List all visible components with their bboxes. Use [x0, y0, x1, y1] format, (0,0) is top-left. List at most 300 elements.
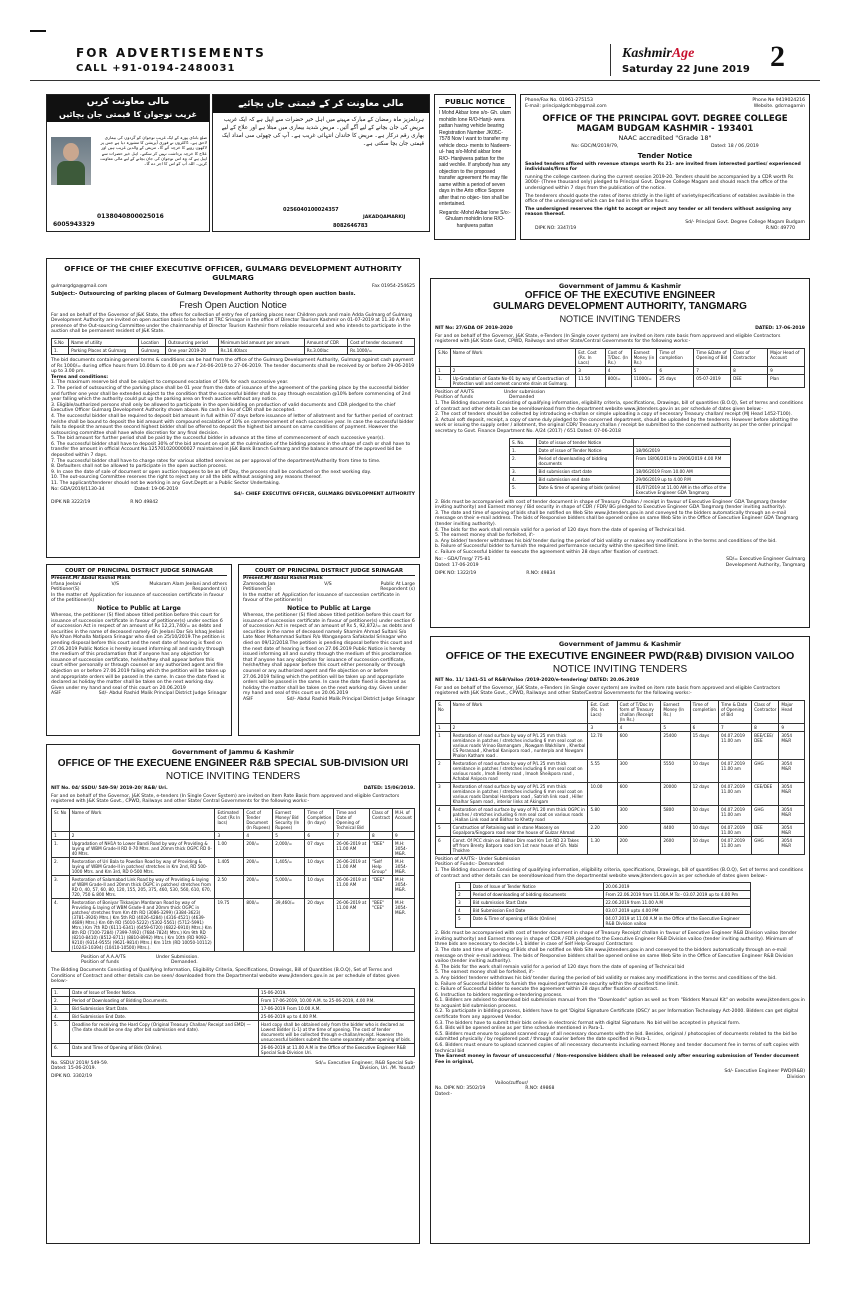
tangmarg-sched-td: [633, 438, 730, 446]
uri-td: 3.: [52, 875, 70, 898]
college-naac: NAAC accredited "Grade 18": [618, 134, 712, 142]
tangmarg-p8: a. Any bidder/ tenderer withdraws his bid/ tender during the period of bid validity or makes any modifications in the terms and conditions of the bid.: [435, 538, 777, 544]
vailoo-td: CEE/DEE: [752, 782, 779, 805]
vailoo-intro: For and on behalf of the Governor, J&K State, e-Tenders (in Single cover system) are invited on item rate basis from approved and eligible Contractors registered with J&K State Govt., CPWD, Railways and other State/Central Governments for the following works:-: [435, 685, 781, 697]
tangmarg-th: Class of Contractor: [731, 348, 768, 366]
uri-td: 2,000/=: [273, 839, 305, 857]
tangmarg-sched-td: Period of downloading of bidding documents: [536, 454, 633, 467]
tangmarg-title-1: OFFICE OF THE EXECUTIVE ENGINEER: [524, 290, 716, 301]
vailoo-td: Const. Of PCC drain on Bidhar Dim road Km 1st RD 23 Takes off from Brenty Batpora road km 1st near house of Gh. Nabi Thokhre: [450, 836, 588, 854]
vailoo-td: 3054 M&R: [779, 823, 805, 836]
court-notice-1: [46, 564, 232, 736]
vailoo-p15: 6.6. Bidders must ensure to upload scanned copies of all necessary documents including earnest Money and tender document fee in terms of soft copies with technical bid: [435, 1043, 800, 1054]
table-row: [52, 346, 415, 354]
vailoo-num: 5: [661, 723, 690, 731]
tangmarg-sched-td: 5.: [510, 483, 537, 496]
tangmarg-p2: 2. The cost of tenders should be collected by introducing e-challan or simple uploading a copy of necessary Treasury challan/ receipt (MJ Head 1452-T100).: [435, 412, 792, 418]
court1-party2: Mukaram Alam Jeelani and others: [149, 581, 227, 587]
court1-vs: V/S: [111, 581, 120, 587]
tangmarg-dated2: Dated: 17-06-2019: [435, 563, 479, 569]
vailoo-td: 3054 M&R: [779, 836, 805, 854]
college-ro: R.NO: 49770: [765, 225, 795, 231]
table-row: [510, 446, 731, 454]
gda-term: 1. The maximum reserve bid shall be subject to compound escalation of 10% for each successive year.: [51, 380, 289, 386]
vailoo-td: 4400: [661, 823, 690, 836]
vailoo-td: Restoration of road surface by way of P/L 25 mm thick semidance in patches / stretches including 6 mm seal coat on various roads , Imoh Brenty road , Imooh Sheikpora road , Achabal Anipora road: [450, 759, 588, 782]
vailoo-td: Restoration of road surface by way of P/L 25 mm thick semidance in patches / stretches including 6 mm seal coat on various roads Dambal Hardpora road , Satrish link road , Hiller Khalhar Spam road , interior links at Akingam: [450, 782, 588, 805]
court2-pet: Petitioner(S): [243, 587, 272, 593]
vailoo-num: 9: [779, 723, 805, 731]
public-notice-body: I Mohd Akbar lone s/o- Gh. ulam mohidin lone R/O-Hanji- wera pattan having vehicle bearing Registration Number JK05C- 7578 Now I want to transfer my vehicle docu- ments to Nadeem-ul- haq s/o-Mohd akbar lone R/O- Hanjiwera pattan for the said vechile. If anybody has any objection to the proposed transfer agreement He may file same within a period of seven days in the Arto office Sopore after that no objec- tion shall be entertained.: [439, 110, 511, 207]
vailoo-p11: 6.2. To participate in bidding process, bidders have to get 'Digital Signature Certificate (DSC)' as per Information Technology Act-2000. Bidders can get digital certificate from any approved Vendor.: [435, 1009, 799, 1021]
urdu-ad-1-phone: 6005943329: [53, 221, 95, 228]
vailoo-p5: 5. The earnest money shall be forfeited, if:-: [435, 970, 535, 976]
vailoo-td: 5: [436, 823, 451, 836]
uri-td: 26-06-2019 at 11.00 AM: [334, 875, 370, 898]
uri-funds: Position of funds: [81, 960, 119, 966]
vailoo-num: 1: [436, 723, 451, 731]
uri-heading: NOTICE INVITING TENDERS: [165, 771, 301, 782]
gda-term: 4. The successful bidder shall be required to deposit bid amount in full within 07 days before issuance of letter of allotment and for further period of contract he/she shall be bound to deposit the bid amount with compound escalation of 10% on commencement of each successive year. In case the successful bidder fails to deposit the amount the second highest bidder shall be offered to deposit the highest bid amount on same conditions of payment. However the outsourcing committee shall have whole discretion for any final decision.: [51, 413, 414, 436]
uri-th: Estimated Cost (Rs In lacs): [215, 808, 244, 831]
vailoo-td: 10 days: [690, 836, 718, 854]
vailoo-schedule: [455, 882, 751, 928]
gda-terms-title: Terms and conditions:: [51, 374, 109, 380]
gda-td: Rs.3.00lac: [304, 346, 347, 354]
tangmarg-th: Major Head of Account: [768, 348, 805, 366]
tangmarg-p4: 2. Bids must be accompanied with cost of tender document in shape of Treasury Challan / receipt in favour of Executive Engineer GDA Tangmarg (tender inviting authority) and Earnest money / Bid security in shape of CDR / FDR/ BG pledged to Executive Engineer GDA Tangmarg (tender inviting authority).: [435, 499, 788, 511]
gda-term: 6. The successful bidder shall have to deposit 30% of the bid amount on spot at the culmination of the bidding process in the shape of cash or shall have to transfer the amount in official Account No.1257010200000027 maintained in J&K Bank Branch Gulmarg and the balance amount of the approved bid be deposited within 7 days.: [51, 441, 411, 459]
gda-th: Amount of CDR: [304, 338, 347, 346]
brand-logo: [622, 46, 694, 62]
tangmarg-th: Earnest Money (in Rs.): [631, 348, 657, 366]
vailoo-p16: The Earnest money in favour of unsuccessful / Non-responsive bidders shall be released only after ensuring submission of Tender document Fee in original,: [435, 1054, 800, 1065]
uri-td: 07 days: [305, 839, 334, 857]
gda-ro: R NO 49842: [130, 499, 159, 505]
tangmarg-num: 6: [657, 366, 694, 374]
uri-sched-td: Bid Submission End Date.: [70, 1012, 259, 1020]
uri-td: 2.: [52, 857, 70, 875]
tangmarg-table: [435, 348, 805, 388]
uri-sched-td: Date of Issue of Tender Notice.: [70, 988, 259, 996]
gda-footer: [51, 500, 415, 506]
gda-no: No: GDA/2019/1130-34: [51, 486, 105, 492]
uri-td: Restoration of Boniyar Tikkanjan Mardanan Road by way of Providing & laying of WBM Grade-II and 20mm thick OGPC in patches/ stretches from Km 4th RD (3086-3299) (3384-3623) (3781-3926) Mtrs.) Km 5th RD (4026-4284) (4316-4521) (4639-4689) Mtrs.) Km 6th RD (5010-5222) (5302-5561) (5712-5991) Mtrs.) Km 7th RD (6111-6341) (6459-6720) (6822-6910) Mtrs.) Km 8th RD (7100-7284) (7399-7492) (7684-7824) Mtrs.) Km 9th RD (8210-8410) (8512-8711) (8810-8992) Mtrs.) Km 10th (RD 9092-9210) (9314-9555) (9621-9814) Mtrs.) Km 11th (RD 10050-10112) (10243-10394) (10410-10500) Mtrs.).: [69, 898, 215, 951]
vailoo-sched-td: 5: [456, 915, 471, 928]
vailoo-sched-td: From 22.06.2019 from 11.00A.M To:- 03.07.2019 up to 4.00 Pm: [603, 891, 751, 899]
uri-sched-td: 6.: [52, 1043, 70, 1056]
gda-term: 10. The out-sourcing Committee reserves the right to reject any or all the bids without assigning any reasons thereof.: [51, 475, 322, 481]
vailoo-td: 12.70: [588, 731, 617, 759]
table-row: [436, 731, 805, 759]
tangmarg-num: 1: [436, 366, 451, 374]
uri-sched-td: Period of Downloading of Bidding Documents.: [70, 996, 259, 1004]
college-p3: The tenderers should quote the rates of items strictly in the light of variety/specifications of eatables available in the office of the undersigned which can be had in the office hours.: [525, 193, 795, 205]
uri-th: M.H. of Account: [393, 808, 415, 831]
uri-th: Time of Completion (In days): [305, 808, 334, 831]
uri-intro: For and on behalf of the Governor, J&K State, e-tenders (In Single Cover System) are invited on Item Rate Basis from approved and eligible Contractors registered with J&K State Govt., CPWD, Railways and other State/ Central Governments for the following works:-: [51, 793, 400, 805]
vailoo-sched-td: 4: [456, 907, 471, 915]
college-no: No: GDC/M/2019/79,: [571, 144, 619, 149]
uri-td: 1.00: [215, 839, 244, 857]
gda-th: Minimum bid amount per annum: [218, 338, 304, 346]
college-p4: The undersigned reserves the right to accept or reject any tender or all tenders without assigning any reason thereof.: [525, 206, 792, 218]
tangmarg-intro: For and on behalf of the Governor, J&K State, e-Tenders (In Single cover system) are invited on item rate basis from approved and eligible Contractors registered with J&K State Govt, CPWD, Railways and other State/Central Governments for the following works:-: [435, 333, 781, 345]
uri-gov: Government of Jammu & Kashmir: [171, 748, 295, 756]
table-row: [436, 759, 805, 782]
college-p1: Sealed tenders affixed with revenue stamps worth Rs 21- are invited from interested parties/ experienced individuals/firms for: [525, 161, 801, 173]
tangmarg-num: 9: [768, 366, 805, 374]
vailoo-th: Major Head: [779, 700, 805, 723]
college-phone: Phone/Fax No. 01961-275153: [525, 98, 593, 103]
uri-td: 26-06-2019 at 11.00 AM: [334, 839, 370, 857]
tangmarg-sched-td: 2.: [510, 454, 537, 467]
tangmarg-p5: 3. The date and time of opening of bids shall be notified on Web Site www.jktenders.gov.in and conveyed to the bidders automatically through an e-mail message on their e-mail address. The bids of Responsive bidders shall be opened online on same Web Site in the Office of Executive Engineer GDA Tangmarg (tender inviting authority).: [435, 510, 799, 527]
vailoo-td: Restoration of road surface by way of P/L 20 mm thick OGPC in patches / stretches including 6 mm seal coat on various roads , Hallan Link road and Bidhar to Khetty road: [450, 805, 588, 823]
vailoo-td: 3054 M&R: [779, 759, 805, 782]
vailoo-td: 3054 M&R: [779, 805, 805, 823]
uri-sched-td: 26-06-2019 at 11.00 A.M in the Office of the Executive Engineer R&B Special Sub-Division Uri.: [258, 1043, 414, 1056]
vailoo-th: Earnest Money (In Rs.): [661, 700, 690, 723]
vailoo-td: 300: [617, 759, 661, 782]
gda-email: gulmargdga@gmail.com: [51, 284, 108, 289]
uri-num: 6: [305, 831, 334, 839]
uri-td: "DEE": [370, 875, 393, 898]
vailoo-td: 15 days: [690, 731, 718, 759]
uri-th: Class of Contract: [370, 808, 393, 831]
gda-table: [51, 338, 415, 355]
uri-footer: [51, 1061, 415, 1080]
vailoo-td: 10 days: [690, 823, 718, 836]
uri-num: 2: [69, 831, 215, 839]
tangmarg-dated: DATED: 17-06-2019: [755, 326, 805, 331]
phone-label: CALL +91-0194-2480031: [76, 63, 236, 74]
tangmarg-aa-value: Under submission: [503, 389, 546, 395]
urdu-ad-2-bank: JAKADQAMARKIJ: [363, 215, 406, 220]
vailoo-aa: Position of AA/TS:- Under Submission: [435, 856, 521, 862]
vailoo-signature: Sd/- Executive Engineer PWD(R&B) Division: [724, 1069, 805, 1080]
college-ref-row: [525, 144, 805, 150]
urdu-appeal-ad-2: [212, 94, 430, 232]
court1-sig: Sd/- Abdul Rashid Malik Principal District Judge Srinagar: [98, 691, 227, 697]
uri-num: 1: [52, 831, 70, 839]
vailoo-th: Time & Date of Opening of Bid: [718, 700, 751, 723]
vailoo-table-header: [436, 700, 805, 723]
vailoo-td: 4: [436, 805, 451, 823]
uri-td: 1.: [52, 839, 70, 857]
gda-th: Cost of tender document: [348, 338, 415, 346]
vailoo-td: 5.80: [588, 805, 617, 823]
gda-table-header: [52, 338, 415, 346]
gda-th: Name of utility: [69, 338, 139, 346]
court1-matter: In the matter of: Application for issuance of succession certificate in favour of the petitioner(s): [51, 592, 224, 604]
uri-sched-td: 5.: [52, 1020, 70, 1043]
tangmarg-th: Time &Date of Opening of Bid: [694, 348, 731, 366]
uri-td: 20 days: [305, 898, 334, 951]
masthead-divider: [610, 44, 611, 76]
vailoo-sched-td: 04.07.2019 at 11.00 A.M in the Office of the Executive Engineer R&B Division vailoo: [603, 915, 751, 928]
tangmarg-funds-value: Demanded: [508, 395, 535, 401]
gda-subject: Subject:- Outsourcing of parking places of Gulmarg Development Authority through open auction basis.: [51, 290, 356, 297]
uri-sched-td: 15-06-2019.: [258, 988, 414, 996]
uri-th: Sr. No: [52, 808, 70, 831]
vailoo-td: GHG: [752, 805, 779, 823]
tangmarg-p3: 3. Actual soft deposit, receipt, a copy of same duly pledged to the concerned department, should be uploaded by the tenderers. However before allotting the work or issuing the supply order / allotment, the original CDR/ Treasury challan / receipt be submitted to the concerned authority as per the order principal secretary to Govt. Finance Department No. A/24 (2017) / 651 Dated: 07-06-2018: [435, 417, 798, 434]
court2-matter: In the matter of: Application for issuance of succession certificate in favour of the petitioner(s): [243, 592, 400, 604]
uri-sched-td: Deadline for receiving the Hard Copy (Original Treasury Challan/ Receipt and EMD) — (The date should be one day after bid submission end date).: [70, 1020, 259, 1043]
urdu-ad-2-phone: 8082646783: [333, 223, 368, 229]
tangmarg-ref-footer: [435, 571, 805, 577]
gda-th: S.No: [52, 338, 69, 346]
uri-sched-td: 17-06-2019 From 10.00 A.M.: [258, 1004, 414, 1012]
uri-col-numbers: [52, 831, 415, 839]
uri-dated: DATED: 15/06/2019.: [363, 786, 415, 791]
brand-kashmir: Kashmir: [622, 46, 672, 61]
uri-td: 800/=: [244, 898, 273, 951]
table-row: [52, 1020, 415, 1043]
uri-num: 9: [393, 831, 415, 839]
gda-term: 5. The bid amount for further period shall be paid by the successful bidder in advance at the time of commencement of each successive year(s).: [51, 436, 385, 442]
vailoo-p2: 2. Bids must be accompanied with cost of tender document in shape of Treasury Receipt/ challan in favour of Executive Engineer R&B Division vailoo (tender inviting authority) and Earnest money in shape of CDR / FDR pledged to the Executive Engineer R&B Division vailoo (tender inviting authority). Minimum of three bids are necessary to decide L-1 bidder in case of Self Help Groups/ Contractors: [435, 931, 797, 948]
vailoo-td: 5550: [661, 759, 690, 782]
tangmarg-funds: Position of funds: [435, 395, 473, 401]
brand-age: Age: [671, 46, 695, 61]
tangmarg-th: Cost of T/Doc. (In Rs.): [605, 348, 631, 366]
tangmarg-p10: c. Failure of Successful bidder to execute the agreement within 28 days after fixation of contract.: [435, 549, 659, 555]
vailoo-td: 3: [436, 782, 451, 805]
gda-heading: Fresh Open Auction Notice: [179, 299, 287, 310]
gda-term: 3. Eligible/authorized persons shall only be allowed to participate in the open bidding on production of valid documents and CDR pledged to the chief Executive Officer Gulmarg Development Authority shown above. No cash in lieu of CDR shall be accepted.: [51, 402, 396, 414]
table-row: [456, 891, 751, 899]
gda-term: 9. In case the date of sale of document or open auction happens to be an off Day, the process shall be conducted on the next working day.: [51, 469, 372, 475]
vailoo-td: 12 days: [690, 782, 718, 805]
court2-title: COURT OF PRINCIPAL DISTRICT JUDGE SRINAGAR: [243, 568, 415, 576]
vailoo-td: GHG: [752, 759, 779, 782]
gda-term: 8. Defaulters shall not be allowed to participate in the open auction process.: [51, 464, 228, 470]
vailoo-td: 2600: [661, 836, 690, 854]
uri-td: 200/=: [244, 839, 273, 857]
gda-td: 1.: [52, 346, 69, 354]
vailoo-nit: NIT No. 11/ 1341-51 of R&B/Vailoo /2019-2020/e-tendering/ DATED: 20.06.2019: [435, 678, 640, 683]
table-row: [456, 907, 751, 915]
vailoo-sched-td: Date of Issue of Tender Notice: [470, 883, 603, 891]
uri-sched-td: 2.: [52, 996, 70, 1004]
uri-th: Name of Work: [69, 808, 215, 831]
tangmarg-num: 2: [450, 366, 575, 374]
vailoo-p13: 6.4. Bids will be opened online as per time schedule mentioned in Para-1.: [435, 1026, 605, 1032]
vailoo-th: Time of completion: [690, 700, 718, 723]
court1-title: COURT OF PRINCIPAL DISTRICT JUDGE SRINAGAR: [51, 568, 227, 576]
college-tender-notice: [520, 94, 810, 240]
tangmarg-num: 7: [694, 366, 731, 374]
college-email: E-mail: principalgdcmb@gmail.com: [525, 104, 607, 109]
uri-no: No. SSDU/ 2019/ 549-59.: [51, 1060, 109, 1066]
table-row: [52, 857, 415, 875]
gda-th: Location: [139, 338, 166, 346]
tangmarg-col-numbers: [436, 366, 805, 374]
tangmarg-dipk: DIPK NO: 1322/19: [435, 570, 477, 576]
vailoo-num: 3: [588, 723, 617, 731]
public-notice-title: PUBLIC NOTICE: [439, 98, 511, 108]
uri-td: 39,460/=: [273, 898, 305, 951]
table-row: [52, 898, 415, 951]
college-phone2: Phone Ne 9419024216: [752, 98, 805, 103]
vailoo-td: 1: [436, 731, 451, 759]
uri-dipk: DIPK NO. 3302/19: [51, 1073, 93, 1079]
public-notice-signature: Regards:-Mohd Akbar lone S/o:-Ghulam mohidin lone R/O-hanjiwera pattan: [439, 209, 511, 229]
vailoo-th: S. No: [436, 700, 451, 723]
uri-td: 1.405: [215, 857, 244, 875]
uri-sched-td: Bid Submission Start Date.: [70, 1004, 259, 1012]
vailoo-td: 1.30: [588, 836, 617, 854]
vailoo-td: 600: [617, 782, 661, 805]
vailoo-td: Construction of Retaining wall in stone Masonry on Gopalpora/Singpora road near the house of Gulzar Ahmad: [450, 823, 588, 836]
gda-td: Rs.1000/=: [348, 346, 415, 354]
tangmarg-p6: 4. The bids for the work shall remain valid for a period of 120 days from the date of opening of Technical bid.: [435, 527, 686, 533]
uri-td: 200/=: [244, 875, 273, 898]
court1-body: Whereas, the petitioner (S) filed above titled petition before this court for issuance of succession certificate in favour of petitioner(s) under section 6 of succession Act in respect of an amount of Rs 12,21,740/= as debts and securities in the name of deceased namely Gh Jeelani Dar S/o Ishaq Jeelani R/o Khan Mohalla Natipora Srinagar who died on 25/10/2019.The petition is pending disposal before this court and the next date of hearing is fixed on 27.06.2019 Public Notice is hereby issued informing all and sundry through the medium of this proclamation that if anyone has any objection for issuance of succession certificate, he/she/they shall appear before this court either personally or through counsel or any authorized agent and file objection on or before 27.06.2019 failing which the petition will be taken up and appropriate orders will be passed in the same. In case the date fixed is declared as holiday the matter shall be taken on the next working day. Given under my hand and seal of this court on 20.06.2019: [51, 612, 226, 691]
tangmarg-sched-td: From 18/06/2019 to 29/06/2019 4.00 P.M: [633, 454, 730, 467]
vailoo-sched-td: Period of downloading of bidding documents: [470, 891, 603, 899]
vailoo-num: 6: [690, 723, 718, 731]
uri-td: 4.: [52, 898, 70, 951]
vailoo-td: 10 days: [690, 805, 718, 823]
uri-sched-td: 3.: [52, 1004, 70, 1012]
gda-tangmarg-tender: [430, 278, 810, 628]
uri-sched-td: 4.: [52, 1012, 70, 1020]
table-row: [436, 823, 805, 836]
uri-nit: NIT No. 04/ SSDU/ 549-59/ 2019-20/ R&B/ Uri.: [51, 786, 168, 791]
uri-td: Restoration of Uri Bala to Powdian Road by way of Providing & laying of WBM Grade-II in patches/ stretches in Km 2nd, RD 500-1000 Mtrs. and Km 3rd, RD 0-500 Mtrs.: [69, 857, 215, 875]
vailoo-th: Name of Work: [450, 700, 588, 723]
masthead-rule-left: [30, 30, 46, 32]
issue-date: Saturday 22 June 2019: [622, 64, 750, 75]
tangmarg-num: 4: [605, 366, 631, 374]
tangmarg-sched-td: Date & time of opening of bids (online): [536, 483, 633, 496]
vailoo-zuffour: Vailoo/zuffour/: [495, 1080, 528, 1086]
gda-td: Parking Places at Gulmarg: [69, 346, 139, 354]
court2-footer: [243, 697, 415, 703]
court2-present: Present.Mr Abdul Rashid Malik: [243, 576, 323, 581]
vailoo-p9: 6. Instruction to bidders regarding e-tendering process.: [435, 992, 563, 998]
tangmarg-td: Up-Gradation of Gaate No-01 by way of Construction of Protection wall and cement concrete drain at Gulmarg.: [450, 374, 575, 387]
tangmarg-p1: 1. The Bidding documents Consisting of qualifying information, eligibility criteria, specifications, Drawings, bill of quantities (B.O.Q), Set of terms and conditions of contract and other details can be seen/download from the department website www.jktenders.gov.in as per schedule of dates given below:-: [435, 400, 804, 412]
tangmarg-sched-td: Bid submission end date: [536, 475, 633, 483]
uri-num: 4: [244, 831, 273, 839]
tangmarg-td: 11000/=: [631, 374, 657, 387]
table-row: [436, 782, 805, 805]
tangmarg-signature: SD/= Executive Engineer Gulmarg Development Authority, Tangmarg: [725, 557, 805, 569]
uri-table: [51, 808, 415, 952]
court2-party1: Zamrooda Jan: [243, 581, 276, 587]
vailoo-sched-td: 22.06.2019 from 11.00 A.M: [603, 899, 751, 907]
vailoo-td: 10.00: [588, 782, 617, 805]
uri-th: Cost of Tender Document (In Rupees): [244, 808, 273, 831]
urdu-ad-2-body: ہردلعزیز ماہ رمضان کے مبارک مہینے میں اہل خیر حضرات سے اپیل ہے کہ ایک غریب مریض کی جان بچانے کے لیے آگے آئیں۔ مریض شدید بیماری میں مبتلا ہے اور علاج کے لیے بھاری رقم درکار ہے۔ مریض کا خاندان انتہائی غریب ہے۔ آپ کی چھوٹی سی امداد ایک قیمتی جان بچا سکتی ہے۔: [221, 117, 424, 147]
vailoo-td: 5800: [661, 805, 690, 823]
uri-td: Restoration of Salamabad Link Road by way of Providing & laying of WBM Grade-II and 20mm thick OGPC in patches/ stretches from RD 0, 40, 57, 60, 80, 120, 155, 205, 375, 460, 530, 560, 610, 670, 720, 750 & 800 Mtrs.: [69, 875, 215, 898]
vailoo-p7: b. Failure of Successful bidder to furnish the required performance security within the specified time limit.: [435, 981, 679, 987]
vailoo-th: Cost of T/Doc In form of Treasury challan /Receipt (In Rs.): [617, 700, 661, 723]
uri-td: M.H: 3054-M&R.: [393, 857, 415, 875]
vailoo-no: No. DIPK NO: 3502/19: [435, 1086, 486, 1092]
gda-th: Outsourcing period: [165, 338, 218, 346]
vailoo-col-numbers: [436, 723, 805, 731]
tangmarg-td: 1.: [436, 374, 451, 387]
tangmarg-td: DEE: [731, 374, 768, 387]
vailoo-td: 25400: [661, 731, 690, 759]
vailoo-td: 04.07.2019 11.00 am: [718, 782, 751, 805]
tangmarg-gov: Government of Jammu & Kashmir: [558, 282, 682, 290]
tangmarg-title-2: GULMARG DEVELOPMENT AUTHORITY, TANGMARG: [493, 301, 747, 312]
public-notice: [434, 94, 516, 240]
tangmarg-sched-td: Date of issue of Tender Notice: [536, 446, 633, 454]
vailoo-td: 04.07.2019 11.00 am: [718, 731, 751, 759]
uri-td: 5,000/=: [273, 875, 305, 898]
uri-td: "BEE" "CEE": [370, 898, 393, 951]
vailoo-title: OFFICE OF THE EXECUTIVE ENGINEER PWD(R&B) DIVISION VAILOO: [445, 650, 795, 662]
tangmarg-schedule: [509, 438, 731, 497]
tangmarg-sched-td: Bid submission start date: [536, 467, 633, 475]
tangmarg-num: 5: [631, 366, 657, 374]
uri-signature: Sd/= Executive Engineer, R&B Special Sub-Division, Uri. /M. Yousuf/: [315, 1060, 415, 1072]
tangmarg-th: Name of Work: [450, 348, 575, 366]
vailoo-td: 600: [617, 731, 661, 759]
patient-photo: [51, 137, 91, 185]
gda-td: Gulmarg: [139, 346, 166, 354]
court2-party2: Public At Large: [380, 581, 415, 587]
rb-uri-tender: [46, 744, 420, 1244]
uri-num: 3: [215, 831, 244, 839]
tangmarg-num: 3: [576, 366, 606, 374]
college-signature: Sd/- Principal Govt. Degree College Magam Budgam: [685, 219, 805, 225]
table-row: [52, 1012, 415, 1020]
uri-td: 2.50: [215, 875, 244, 898]
vailoo-td: 04.07.2019 11.00 am: [718, 805, 751, 823]
table-row: [436, 836, 805, 854]
table-row: [510, 438, 731, 446]
court2-vs: V/S: [324, 581, 332, 587]
college-footer: [525, 226, 805, 232]
table-row: [52, 1004, 415, 1012]
vailoo-num: 4: [617, 723, 661, 731]
urdu-ad-2-title: مالی معاونت کر کے قیمتی جان بچائیے: [213, 95, 429, 113]
vailoo-tender: [430, 636, 810, 1244]
court1-present: Present.Mr Abdul Rashid Malik: [51, 576, 131, 581]
uri-p1: The Bidding Documents Consisting of Qualifying Information, Eligibility Criteria, Specifications, Drawings, Bill of Quantities (B.O.Q), Set of Terms and Conditions of Contract and other details can be seen/ downloaded from the Departmental website www.jktenders.gov.in as per schedule of dates given below:-: [51, 967, 400, 985]
uri-aaa-value: Under Submission.: [155, 954, 199, 960]
table-row: [510, 475, 731, 483]
uri-aaa: Position of A.A.A/TS: [81, 954, 126, 960]
gda-dated: Dated: 19-06-2019: [134, 486, 179, 492]
table-row: [436, 374, 805, 387]
urdu-appeal-ad-1: [46, 94, 210, 232]
vailoo-td: 10 days: [690, 759, 718, 782]
college-p2: running the college canteen during the current session 2019-20. Tenders should be accompanied by a CDR worth Rs 3000/- (Three thousand only) pledged to Principal Govt. Degree College Magam and should reach the office of the undersigned within 7 days from the publication of the notice.: [525, 174, 794, 191]
college-website: Website. gdcmagamin: [753, 104, 805, 109]
vailoo-sched-td: 1: [456, 883, 471, 891]
tangmarg-sched-td: 29/06/2019 up to 4.00 P.M: [633, 475, 730, 483]
vailoo-sched-td: 2: [456, 891, 471, 899]
masthead-underline: [30, 80, 820, 81]
college-title-2: MAGAM BUDGAM KASHMIR - 193401: [576, 124, 754, 134]
vailoo-sched-td: 03.07.2019 upto 4.00 PM: [603, 907, 751, 915]
court2-sig: Sd/- Abdul Rashid Malik Principal District Judge Srinagar: [286, 696, 415, 702]
court2-resp: Respondent (s): [380, 587, 415, 593]
vailoo-p1: 1. The Bidding documents Consisting of qualifying information, eligibility criteria, specifications, Drawings, bill of quantities (B.O.Q), Set of terms and conditions of contract and other details can be seen/download from the departmental website www.jktenders.gov.in as per schedule of dates given below:-: [435, 867, 804, 879]
uri-th: Earnest Money/ Bid Security (In Rupees): [273, 808, 305, 831]
tangmarg-p9: b. Failure of Successful bidder to furnish the required performance security within the specified time limit.: [435, 544, 679, 550]
